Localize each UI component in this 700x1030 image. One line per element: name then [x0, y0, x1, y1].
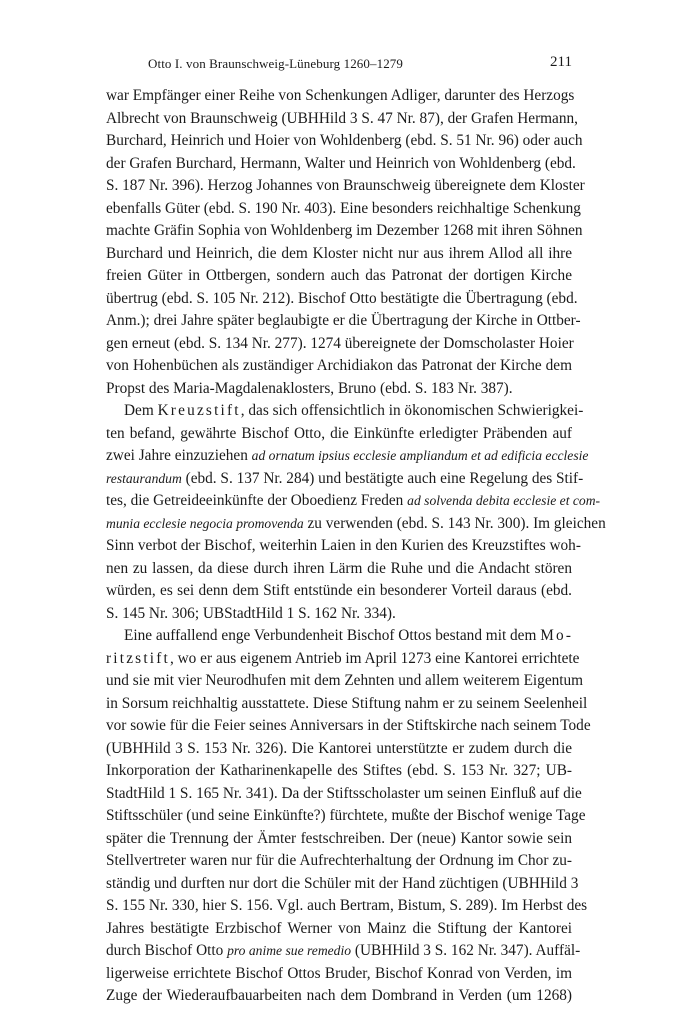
running-head: Otto I. von Braunschweig-Lüneburg 1260–1279: [148, 56, 403, 71]
line-text: Burchard und Heinrich, die dem Kloster nicht nur aus ihrem Allod all ihre: [106, 244, 572, 262]
line-text: durch Bischof Otto: [106, 942, 228, 959]
line-text: Eine auffallend enge Verbundenheit Bischof Ottos bestand mit dem: [124, 627, 541, 644]
line-text: StadtHild 1 S. 165 Nr. 341). Da der Stiftsscholaster um seinen Einfluß auf die: [106, 784, 582, 802]
text-line: [106, 490, 601, 513]
spaced-term: Mo-: [540, 627, 574, 644]
line-text: und sie mit vier Neurodhufen mit dem Zehnten und allem weiterem Eigentum: [106, 672, 584, 689]
text-line: [106, 603, 572, 626]
text-line: [106, 355, 572, 378]
line-text: ständig und durften nur dort die Schüler mit der Hand züchtigen (UBHHild 3: [106, 874, 579, 892]
line-text: der Grafen Burchard, Hermann, Walter und Heinrich von Wohldenberg (ebd.: [106, 154, 576, 172]
text-line: [106, 198, 581, 221]
latin-quote: restaurandum: [106, 470, 182, 486]
text-line: [106, 423, 572, 446]
text-line: [106, 220, 583, 243]
line-text: übertrug (ebd. S. 105 Nr. 212). Bischof Otto bestätigte die Übertragung (ebd.: [106, 289, 578, 307]
text-line: [106, 445, 589, 468]
text-line: [106, 175, 585, 198]
text-line: [106, 310, 581, 333]
line-text: von Hohenbüchen als zuständiger Archidiakon das Patronat der Kirche dem: [106, 357, 572, 374]
line-text: zwei Jahre einzuziehen: [106, 447, 252, 464]
line-text: Stiftsschüler (und seine Einkünfte?) fürchtete, mußte der Bischof wenige Tage: [106, 807, 586, 824]
text-line: [106, 918, 572, 941]
text-line: [106, 805, 586, 828]
text-line: [106, 333, 572, 356]
text-line: [106, 783, 582, 806]
text-line: [106, 265, 572, 288]
text-line: [106, 378, 572, 401]
line-text: , wo er aus eigenem Antrieb im April 1273 eine Kantorei errichtete: [169, 649, 580, 667]
text-line: [106, 760, 572, 783]
line-text: in Sorsum reichhaltig ausstattete. Diese Stiftung nahm er zu seinem Seelenheil: [106, 694, 588, 712]
line-text: Albrecht von Braunschweig (UBHHild 3 S. 47 Nr. 87), der Grafen Hermann,: [106, 109, 578, 127]
latin-quote: ad ornatum ipsius ecclesie ampliandum et ad edificia ecclesie: [251, 448, 589, 463]
text-line: [106, 985, 572, 1008]
line-text: Jahres bestätigte Erzbischof Werner von Mainz die Stiftung der Kantorei: [106, 919, 572, 937]
latin-quote: ad solvenda debita ecclesie et com-: [407, 493, 601, 508]
text-line: [106, 535, 581, 558]
latin-quote: pro anime sue remedio: [227, 943, 352, 958]
line-text: (UBHHild 3 S. 162 Nr. 347). Auffäl-: [351, 942, 581, 959]
line-text: ebenfalls Güter (ebd. S. 190 Nr. 403). Eine besonders reichhaltige Schenkung: [106, 199, 581, 217]
text-line: [106, 468, 584, 491]
text-line: [106, 963, 572, 986]
text-line: [106, 873, 579, 896]
line-text: Propst des Maria-Magdalenaklosters, Bruno (ebd. S. 183 Nr. 387).: [106, 379, 513, 397]
text-line: [106, 648, 580, 671]
line-text: (ebd. S. 137 Nr. 284) und bestätigte auch eine Regelung des Stif-: [181, 469, 584, 487]
line-text: war Empfänger einer Reihe von Schenkungen Adliger, darunter des Herzogs: [106, 87, 575, 104]
line-text: Stellvertreter waren nur für die Aufrechterhaltung der Ordnung im Chor zu-: [106, 852, 572, 869]
line-text: vor sowie für die Feier seines Anniversars in der Stiftskirche nach seinem Tode: [106, 717, 591, 734]
line-text: Burchard, Heinrich und Hoier von Wohldenberg (ebd. S. 51 Nr. 96) oder auch: [106, 132, 583, 149]
text-line: [106, 288, 578, 311]
text-line: [106, 130, 583, 153]
text-line: [106, 850, 572, 873]
line-text: zu verwenden (ebd. S. 143 Nr. 300). Im gleichen: [303, 514, 606, 532]
line-text: Zuge der Wiederaufbauarbeiten nach dem Dombrand in Verden (um 1268): [106, 987, 572, 1004]
line-text: Dem: [124, 402, 158, 419]
line-text: tes, die Getreideeinkünfte der Oboedienz Freden: [106, 492, 408, 509]
text-line: [106, 895, 588, 918]
body-text: [106, 85, 606, 1008]
text-line: [106, 738, 572, 761]
text-line: [106, 153, 576, 176]
text-line: [106, 85, 575, 108]
text-line: [106, 693, 588, 716]
text-line: [106, 558, 572, 581]
line-text: ten befand, gewährte Bischof Otto, die Einkünfte erledigter Präbenden auf: [106, 424, 572, 442]
page-number: 211: [550, 54, 572, 70]
line-text: freien Güter in Ottbergen, sondern auch das Patronat der dortigen Kirche: [106, 267, 572, 284]
spaced-term: Kreuzstift: [157, 402, 241, 419]
line-text: Anm.); drei Jahre später beglaubigte er die Übertragung der Kirche in Ottber-: [106, 312, 581, 329]
latin-quote: munia ecclesie negocia promovenda: [106, 515, 304, 531]
line-text: S. 145 Nr. 306; UBStadtHild 1 S. 162 Nr. 334).: [106, 604, 396, 622]
text-line: [106, 670, 584, 693]
text-line: [106, 828, 572, 851]
text-line: [106, 715, 591, 738]
line-text: machte Gräfin Sophia von Wohldenberg im Dezember 1268 mit ihren Söhnen: [106, 222, 583, 239]
line-text: später die Trennung der Ämter festschreiben. Der (neue) Kantor sowie sein: [106, 829, 572, 847]
line-text: würden, es sei denn dem Stift entstünde ein besonderer Vorteil daraus (ebd.: [106, 582, 572, 599]
text-line: [106, 940, 581, 963]
line-text: (UBHHild 3 S. 153 Nr. 326). Die Kantorei unterstützte er zudem durch die: [106, 739, 572, 757]
line-text: S. 155 Nr. 330, hier S. 156. Vgl. auch Bertram, Bistum, S. 289). Im Herbst des: [106, 897, 588, 914]
text-line: [106, 580, 572, 603]
text-line: [106, 625, 572, 648]
text-line: [106, 243, 572, 266]
line-text: gen erneut (ebd. S. 134 Nr. 277). 1274 übereignete der Domscholaster Hoier: [106, 334, 574, 352]
line-text: Sinn verbot der Bischof, weiterhin Laien in den Kurien des Kreuzstiftes woh-: [106, 537, 581, 554]
text-line: [106, 400, 584, 423]
line-text: ligerweise errichtete Bischof Ottos Bruder, Bischof Konrad von Verden, im: [106, 964, 572, 982]
text-line: [106, 513, 606, 536]
text-line: [106, 108, 578, 131]
line-text: nen zu lassen, da diese durch ihren Lärm die Ruhe und die Andacht stören: [106, 559, 572, 577]
spaced-term: ritzstift: [106, 649, 170, 667]
line-text: Inkorporation der Katharinenkapelle des Stiftes (ebd. S. 153 Nr. 327; UB-: [106, 762, 572, 779]
line-text: S. 187 Nr. 396). Herzog Johannes von Braunschweig übereignete dem Kloster: [106, 177, 585, 194]
page-header: [0, 54, 700, 74]
line-text: , das sich offensichtlich in ökonomischen Schwierigkei-: [240, 402, 584, 419]
